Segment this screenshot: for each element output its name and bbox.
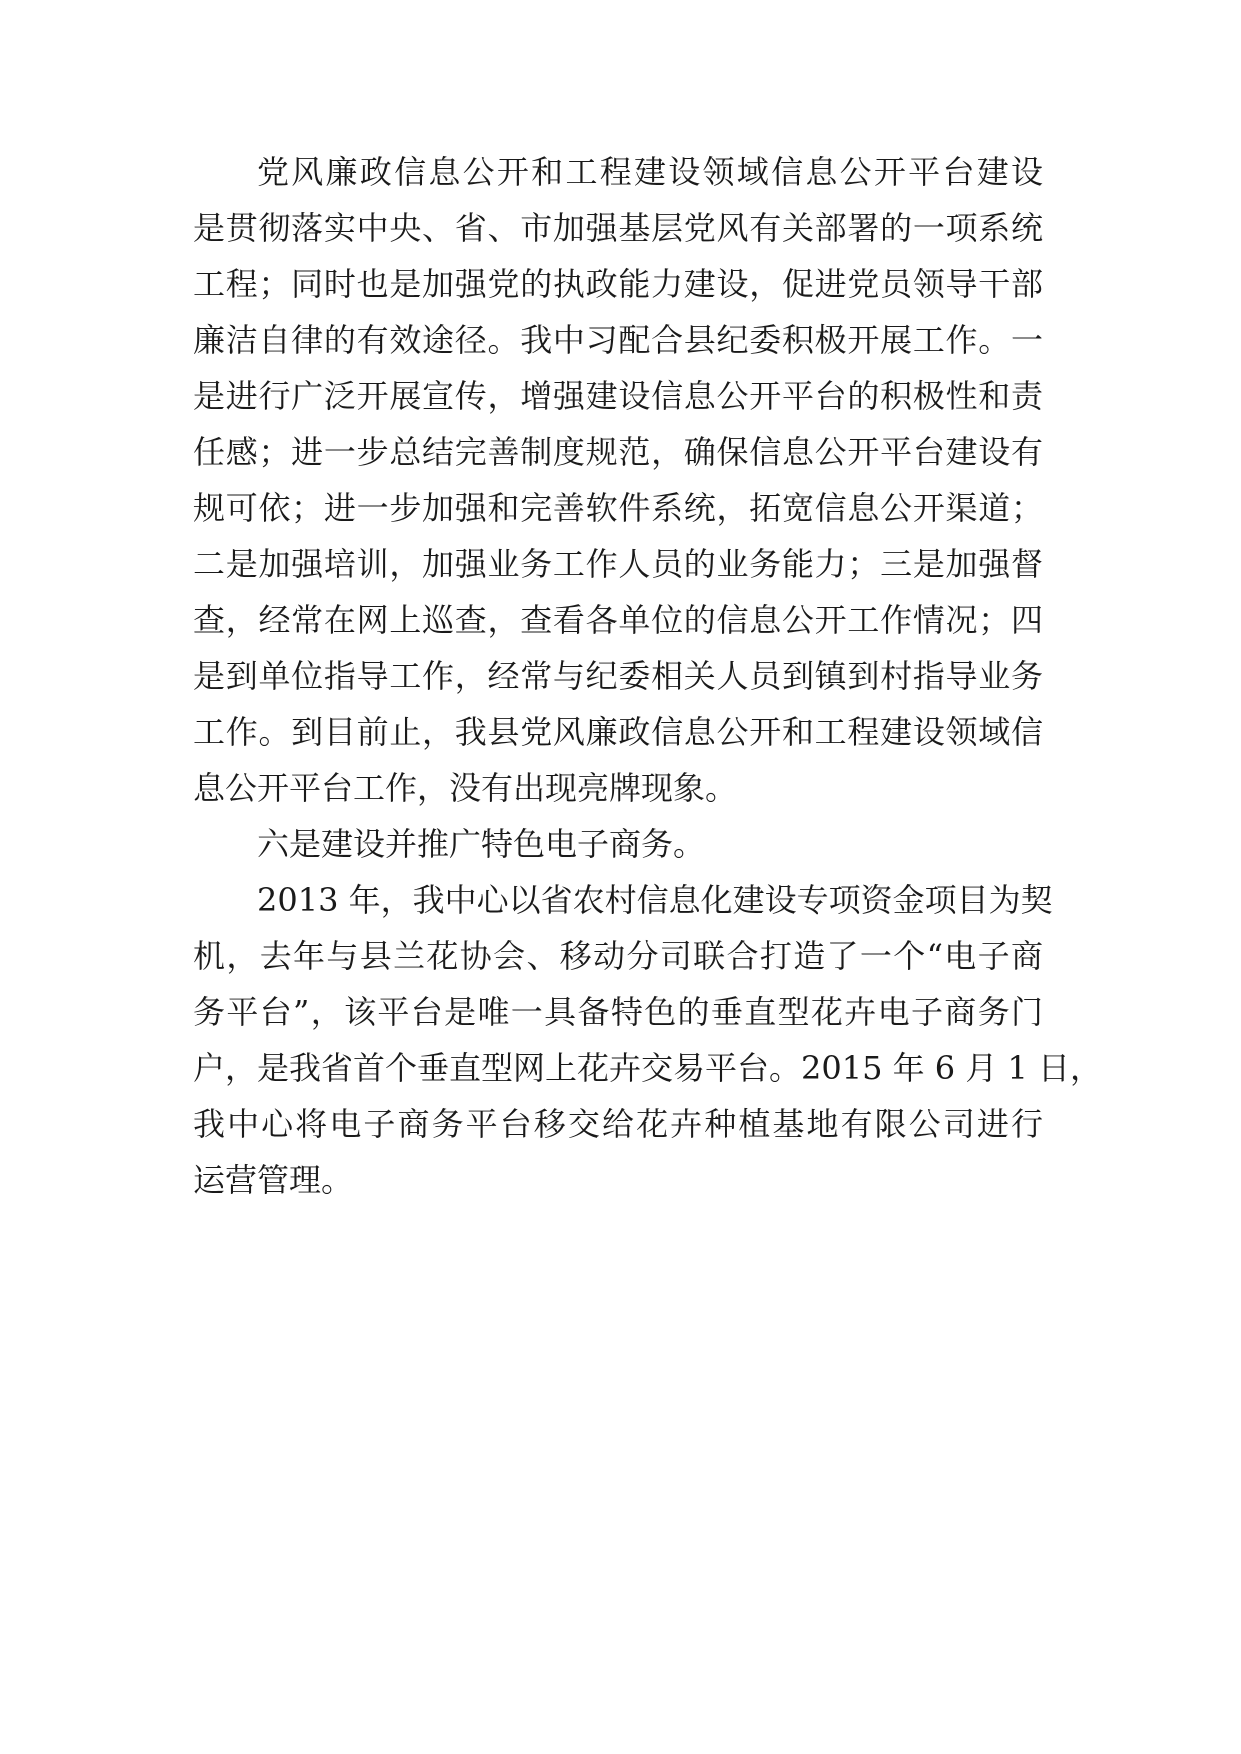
text-line: 务平台”，该平台是唯一具备特色的垂直型花卉电子商务门 <box>193 993 1043 1031</box>
text-line: 是到单位指导工作，经常与纪委相关人员到镇到村指导业务 <box>193 657 1043 695</box>
text-line: 息公开平台工作，没有出现亮牌现象。 <box>193 769 738 807</box>
text-line: 查，经常在网上巡查，查看各单位的信息公开工作情况；四 <box>193 601 1043 639</box>
text-line: 机，去年与县兰花协会、移动分司联合打造了一个“电子商 <box>193 937 1043 975</box>
text-line: 廉洁自律的有效途径。我中习配合县纪委积极开展工作。一 <box>193 321 1043 359</box>
text-line: 任感；进一步总结完善制度规范，确保信息公开平台建设有 <box>193 433 1043 471</box>
section-heading: 六是建设并推广特色电子商务。 <box>257 825 706 863</box>
text-line: 我中心将电子商务平台移交给花卉种植基地有限公司进行 <box>193 1105 1043 1143</box>
text-line: 工作。到目前止，我县党风廉政信息公开和工程建设领域信 <box>193 713 1043 751</box>
text-line: 是进行广泛开展宣传，增强建设信息公开平台的积极性和责 <box>193 377 1043 415</box>
text-line: 运营管理。 <box>193 1161 354 1199</box>
text-line: 工程；同时也是加强党的执政能力建设，促进党员领导干部 <box>193 265 1043 303</box>
text-line: 党风廉政信息公开和工程建设领域信息公开平台建设 <box>257 153 1043 191</box>
text-line: 是贯彻落实中央、省、市加强基层党风有关部署的一项系统 <box>193 209 1043 247</box>
text-line: 户，是我省首个垂直型网上花卉交易平台。2015 年 6 月 1 日， <box>193 1049 1103 1087</box>
text-line: 规可依；进一步加强和完善软件系统，拓宽信息公开渠道； <box>193 489 1043 527</box>
text-line: 二是加强培训，加强业务工作人员的业务能力；三是加强督 <box>193 545 1043 583</box>
text-line: 2013 年，我中心以省农村信息化建设专项资金项目为契 <box>257 881 1053 919</box>
